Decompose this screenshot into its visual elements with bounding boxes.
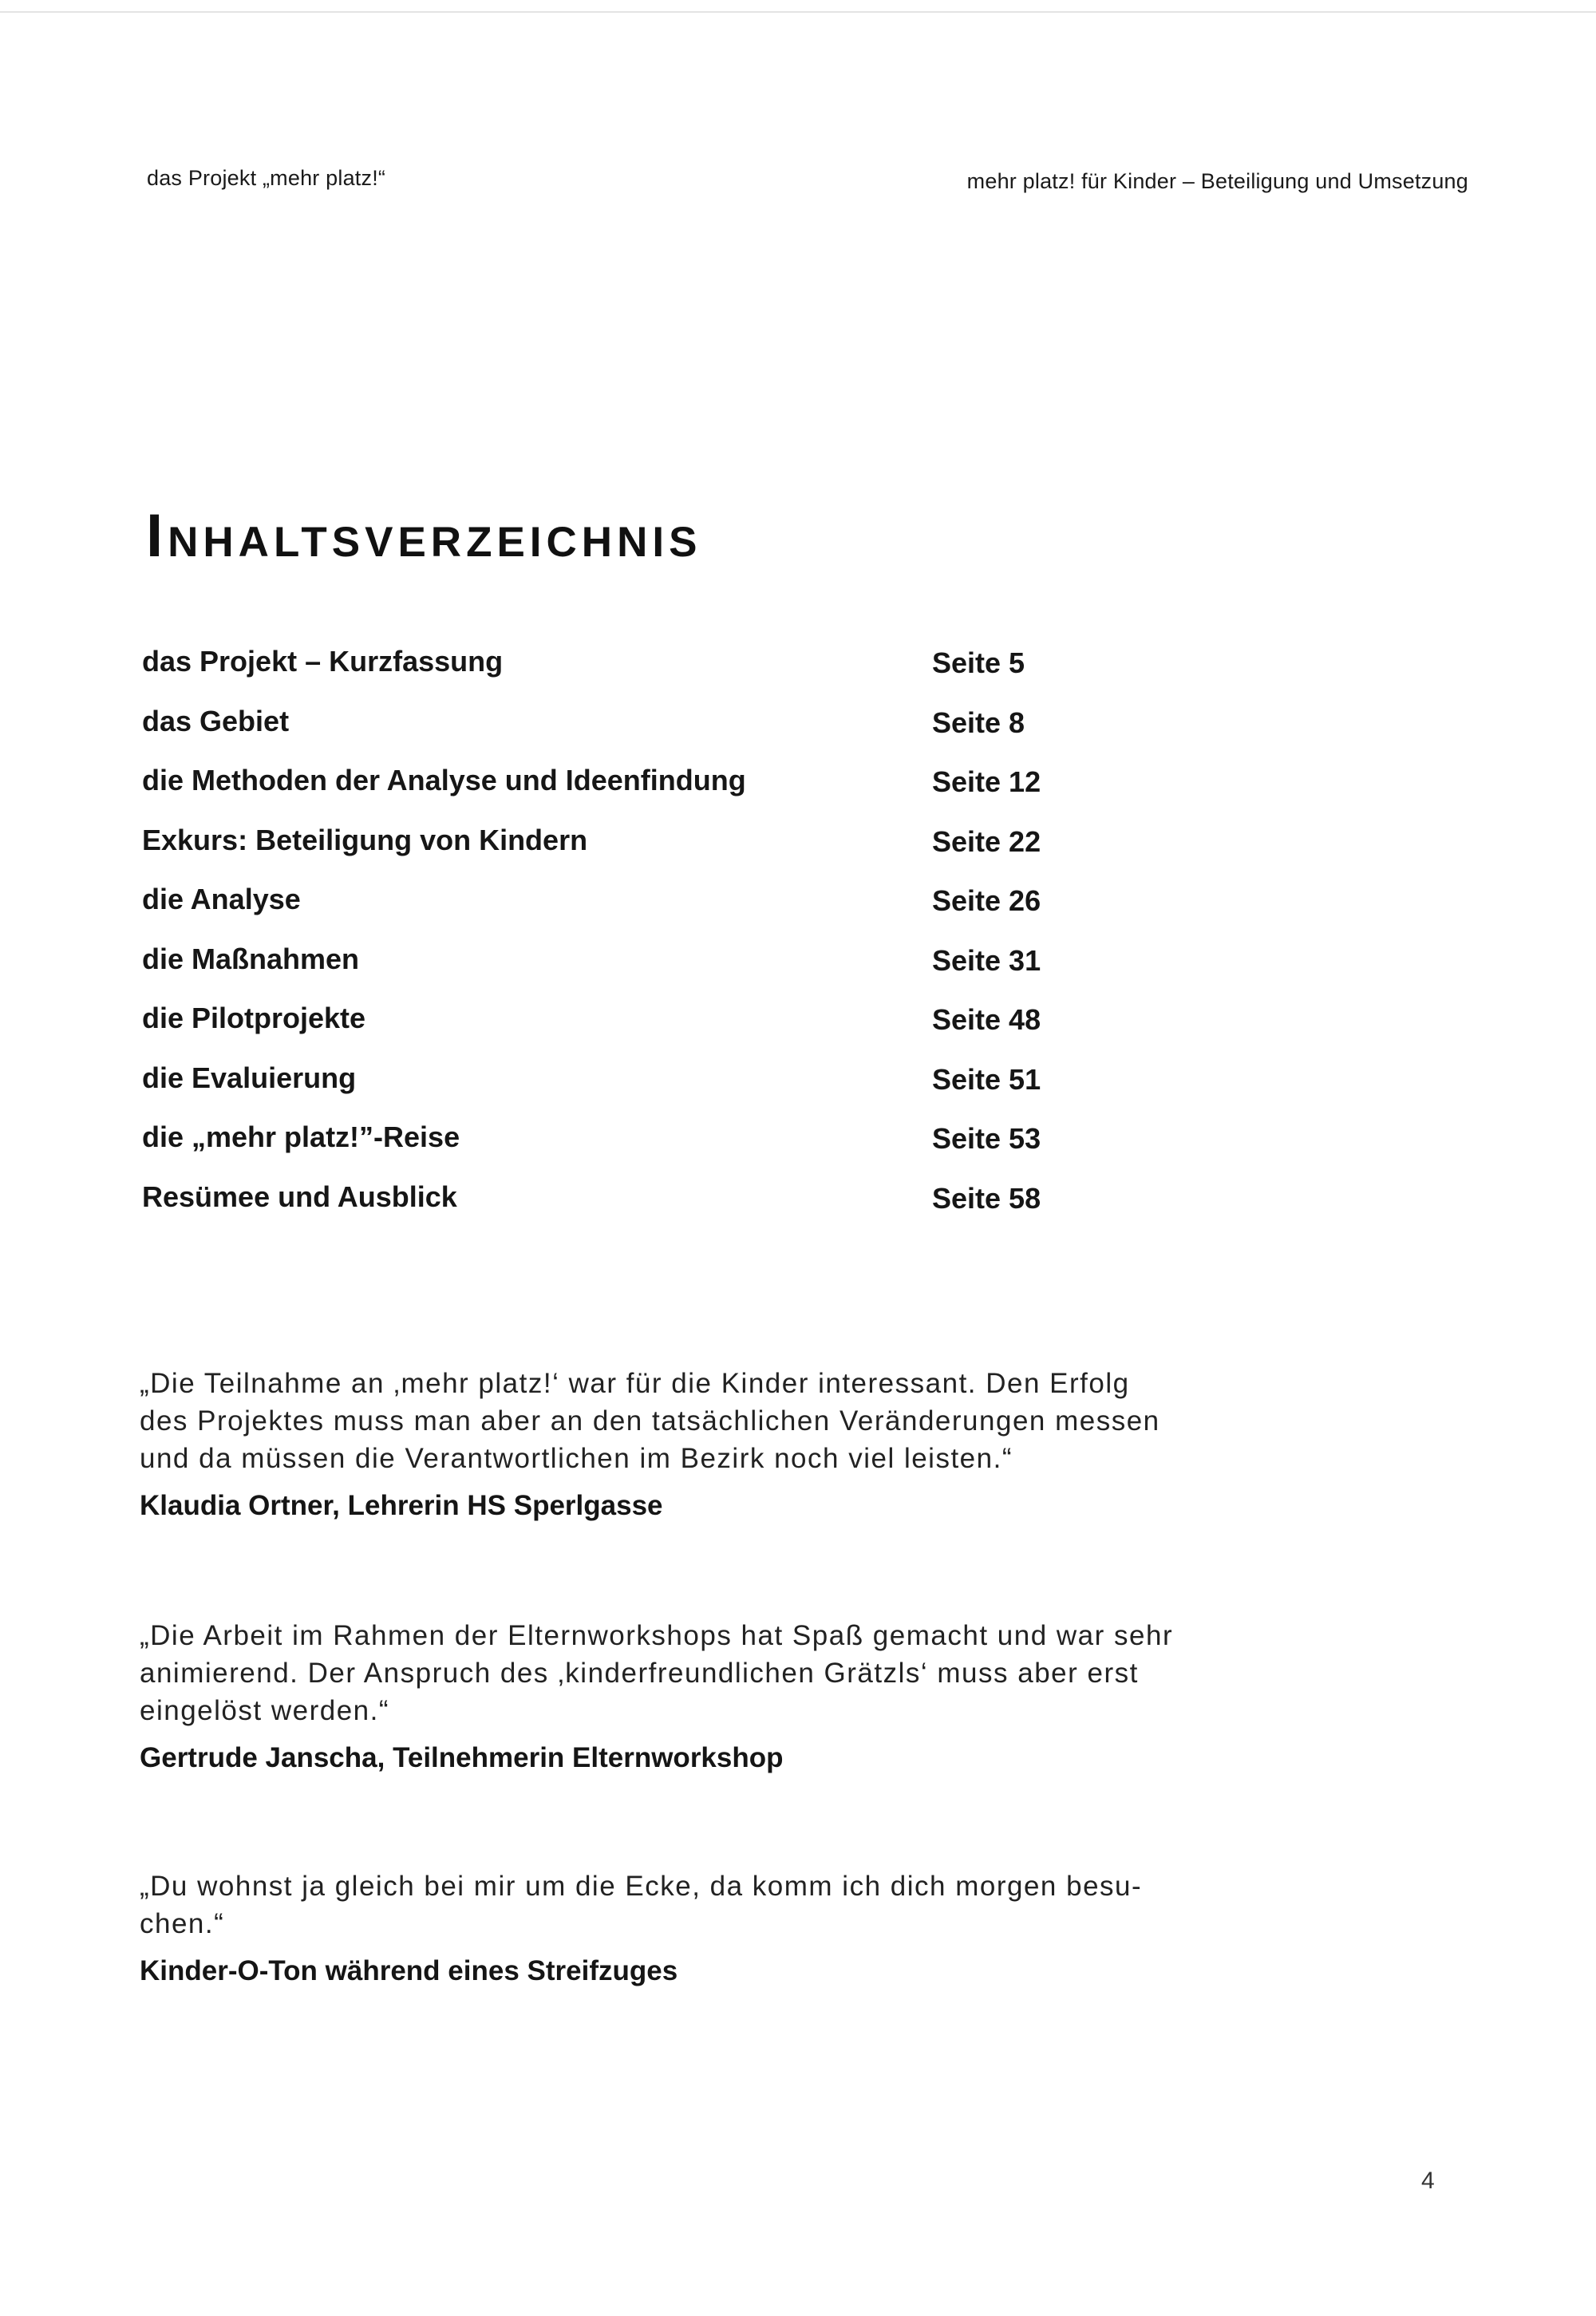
- quote-text: „Die Arbeit im Rahmen der Elternworkshops hat Spaß gemacht und war sehr animierend. Der Anspruch des ‚kinderfreundlichen Grätzls‘ muss aber erst eingelöst werden.“: [140, 1620, 1174, 1726]
- toc-entry[interactable]: [142, 764, 1068, 824]
- top-border-line: [0, 11, 1596, 13]
- toc-entry-page: Seite 31: [932, 943, 1041, 977]
- toc-entry-label: die Evaluierung: [142, 1061, 357, 1094]
- toc-entry-label: die Analyse: [142, 883, 301, 915]
- toc-entry-label: das Gebiet: [142, 704, 290, 737]
- toc-entry[interactable]: [142, 645, 1068, 705]
- quote-block: [140, 1617, 1177, 1774]
- quote-text: „Die Teilnahme an ‚mehr platz!‘ war für die Kinder interessant. Den Erfolg des Projektes muss man aber an den tatsächlichen Veränderungen messen und da müssen die Verantwortlichen im Bezirk noch viel leisten.“: [140, 1368, 1160, 1474]
- quote-author: Gertrude Janscha, Teilnehmerin Elternworkshop: [140, 1742, 784, 1773]
- toc-entry-page: Seite 53: [932, 1122, 1041, 1155]
- toc-entry-label: die Methoden der Analyse und Ideenfindung: [142, 764, 746, 796]
- toc-entry-page: Seite 5: [932, 646, 1025, 679]
- quote-author: Klaudia Ortner, Lehrerin HS Sperlgasse: [140, 1490, 663, 1521]
- toc-entry-label: das Projekt – Kurzfassung: [142, 645, 504, 678]
- running-header-left: das Projekt „mehr platz!“: [147, 166, 386, 190]
- toc-title: Inhaltsverzeichnis: [146, 502, 702, 570]
- quote-block: [140, 1867, 1177, 1987]
- toc-entry-page: Seite 48: [932, 1003, 1041, 1036]
- toc-entry[interactable]: [142, 883, 1068, 943]
- toc-entry[interactable]: [142, 943, 1068, 1002]
- quote-block: [140, 1365, 1177, 1522]
- quote-author: Kinder-O-Ton während eines Streifzuges: [140, 1955, 678, 1986]
- toc-entry-page: Seite 12: [932, 765, 1041, 798]
- toc-entry-label: die „mehr platz!”-Reise: [142, 1120, 460, 1153]
- quote-text: „Du wohnst ja gleich bei mir um die Ecke, da komm ich dich morgen besu-chen.“: [140, 1871, 1143, 1939]
- toc-entry-page: Seite 26: [932, 884, 1041, 917]
- toc-entry-page: Seite 51: [932, 1062, 1041, 1096]
- toc-entry-label: die Pilotprojekte: [142, 1002, 366, 1034]
- toc-entry[interactable]: [142, 1180, 1068, 1240]
- toc-entry[interactable]: [142, 1061, 1068, 1121]
- toc-entry[interactable]: [142, 1120, 1068, 1180]
- page-number: 4: [1421, 2168, 1435, 2194]
- running-header-right: mehr platz! für Kinder – Beteiligung und Umsetzung: [966, 169, 1468, 193]
- toc-entry-label: Exkurs: Beteiligung von Kindern: [142, 823, 588, 856]
- toc-entry-page: Seite 8: [932, 705, 1025, 739]
- toc-entry-page: Seite 58: [932, 1181, 1041, 1215]
- toc-entry[interactable]: [142, 1002, 1068, 1061]
- table-of-contents: [142, 645, 1068, 1239]
- toc-entry-page: Seite 22: [932, 824, 1041, 858]
- toc-entry[interactable]: [142, 705, 1068, 765]
- toc-entry-label: die Maßnahmen: [142, 942, 360, 975]
- toc-entry-label: Resümee und Ausblick: [142, 1180, 457, 1213]
- toc-entry[interactable]: [142, 824, 1068, 883]
